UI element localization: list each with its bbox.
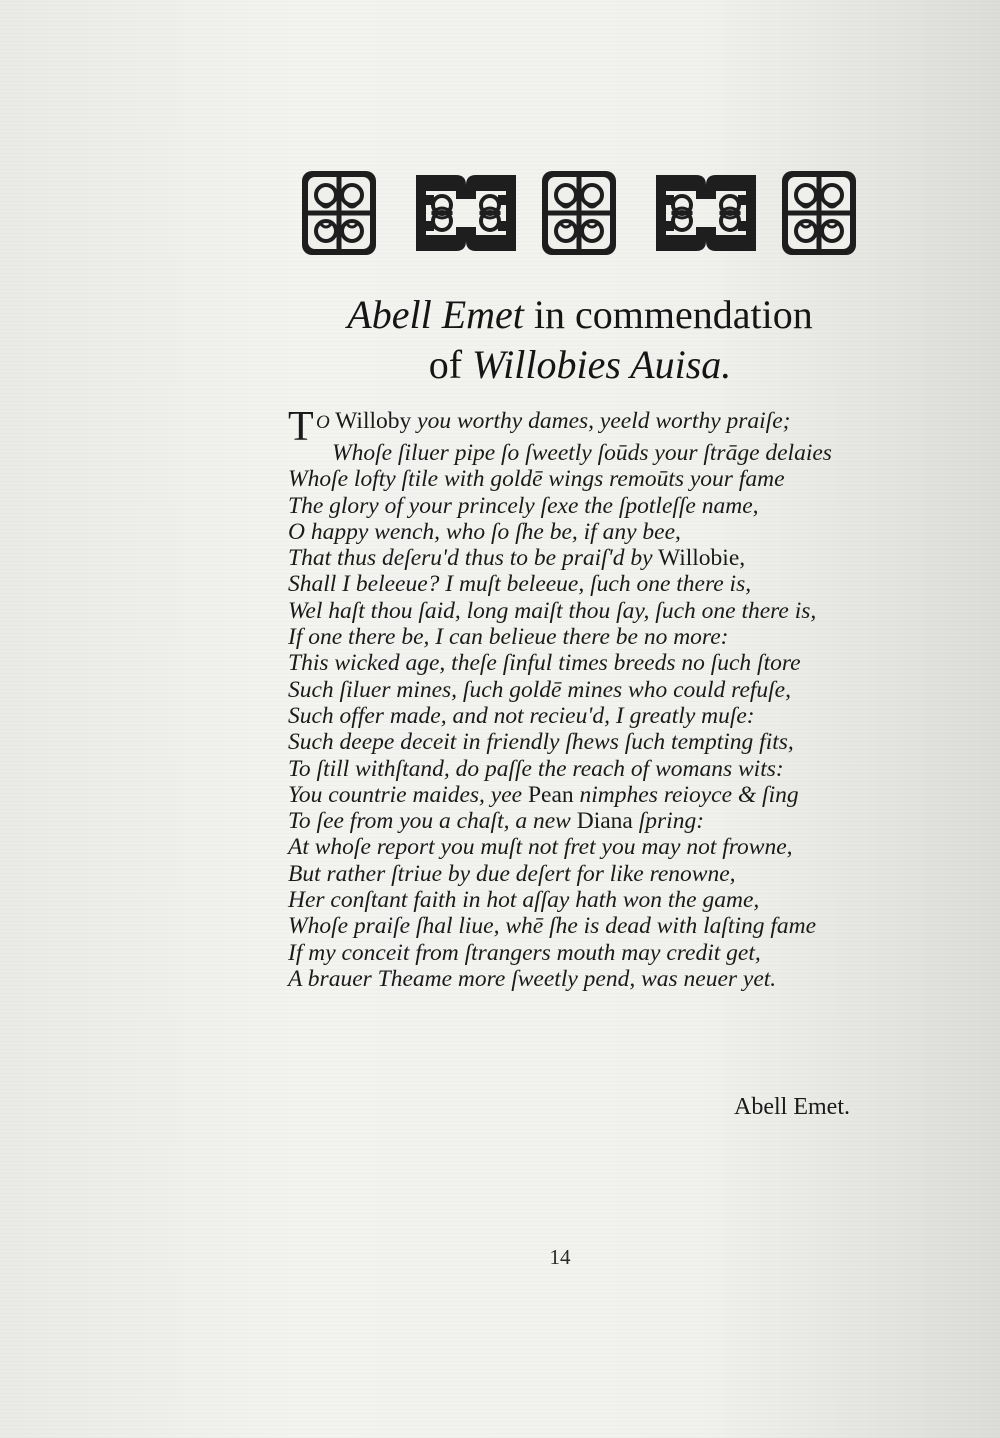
poem-line: To ſee from you a chaſt, a new Diana ſpring: bbox=[288, 808, 705, 835]
poem-line: Such ſiluer mines, ſuch goldē mines who could refuſe, bbox=[288, 676, 791, 703]
drop-initial: T bbox=[288, 404, 314, 450]
poem-line: This wicked age, theſe ſinful times breeds no ſuch ſtore bbox=[288, 650, 801, 677]
poem-line: Whoſe ſiluer pipe ſo ſweetly ſoūds your ſtrāge delaies bbox=[332, 440, 832, 466]
poem-title bbox=[260, 290, 900, 390]
printers-ornament-band bbox=[300, 163, 858, 263]
poem-line: Shall I beleeue? I muſt beleeue, ſuch one there is, bbox=[288, 571, 752, 598]
title-line-1 bbox=[260, 290, 900, 340]
title-line-2 bbox=[260, 340, 900, 390]
poem-line: Her conſtant faith in hot aſſay hath won the game, bbox=[288, 887, 760, 914]
poem-line: T O Willoby you worthy dames, yeeld worthy praiſe; bbox=[288, 404, 791, 450]
signature: Abell Emet. bbox=[734, 1094, 850, 1120]
poem-line: Whoſe lofty ſtile with goldē wings remoūts your fame bbox=[288, 466, 785, 493]
title-work: Willobies Auisa. bbox=[472, 342, 732, 387]
poem-line: You countrie maides, yee Pean nimphes reioyce & ſing bbox=[288, 781, 799, 808]
poem-line: Such deepe deceit in friendly ſhews ſuch tempting fits, bbox=[288, 729, 794, 756]
poem-line: But rather ſtriue by due deſert for like renowne, bbox=[288, 860, 736, 887]
ornament-icon bbox=[300, 163, 858, 263]
poem-line: At whoſe report you muſt not fret you may not frowne, bbox=[288, 834, 793, 861]
poem-body bbox=[288, 404, 888, 992]
title-author: Abell Emet bbox=[347, 292, 524, 337]
poem-line: Whoſe praiſe ſhal liue, whē ſhe is dead with laſting fame bbox=[288, 913, 817, 940]
title-roman-2: of bbox=[428, 342, 473, 387]
poem-line: Wel haſt thou ſaid, long maiſt thou ſay, ſuch one there is, bbox=[288, 597, 817, 624]
page-number: 14 bbox=[549, 1245, 571, 1269]
poem-line: If my conceit from ſtrangers mouth may credit get, bbox=[288, 939, 761, 966]
title-roman-1: in commendation bbox=[523, 292, 813, 337]
poem-line: That thus deſeru'd thus to be praiſ'd by Willobie, bbox=[288, 545, 746, 572]
poem-line: Such offer made, and not recieu'd, I greatly muſe: bbox=[288, 702, 755, 729]
poem-line: The glory of your princely ſexe the ſpotleſſe name, bbox=[288, 492, 759, 519]
poem-line: O happy wench, who ſo ſhe be, if any bee, bbox=[288, 518, 681, 545]
poem-line: To ſtill withſtand, do paſſe the reach of womans wits: bbox=[288, 755, 784, 782]
poem-line: If one there be, I can belieue there be no more: bbox=[288, 624, 729, 651]
poem-line: A brauer Theame more ſweetly pend, was neuer yet. bbox=[288, 965, 777, 992]
